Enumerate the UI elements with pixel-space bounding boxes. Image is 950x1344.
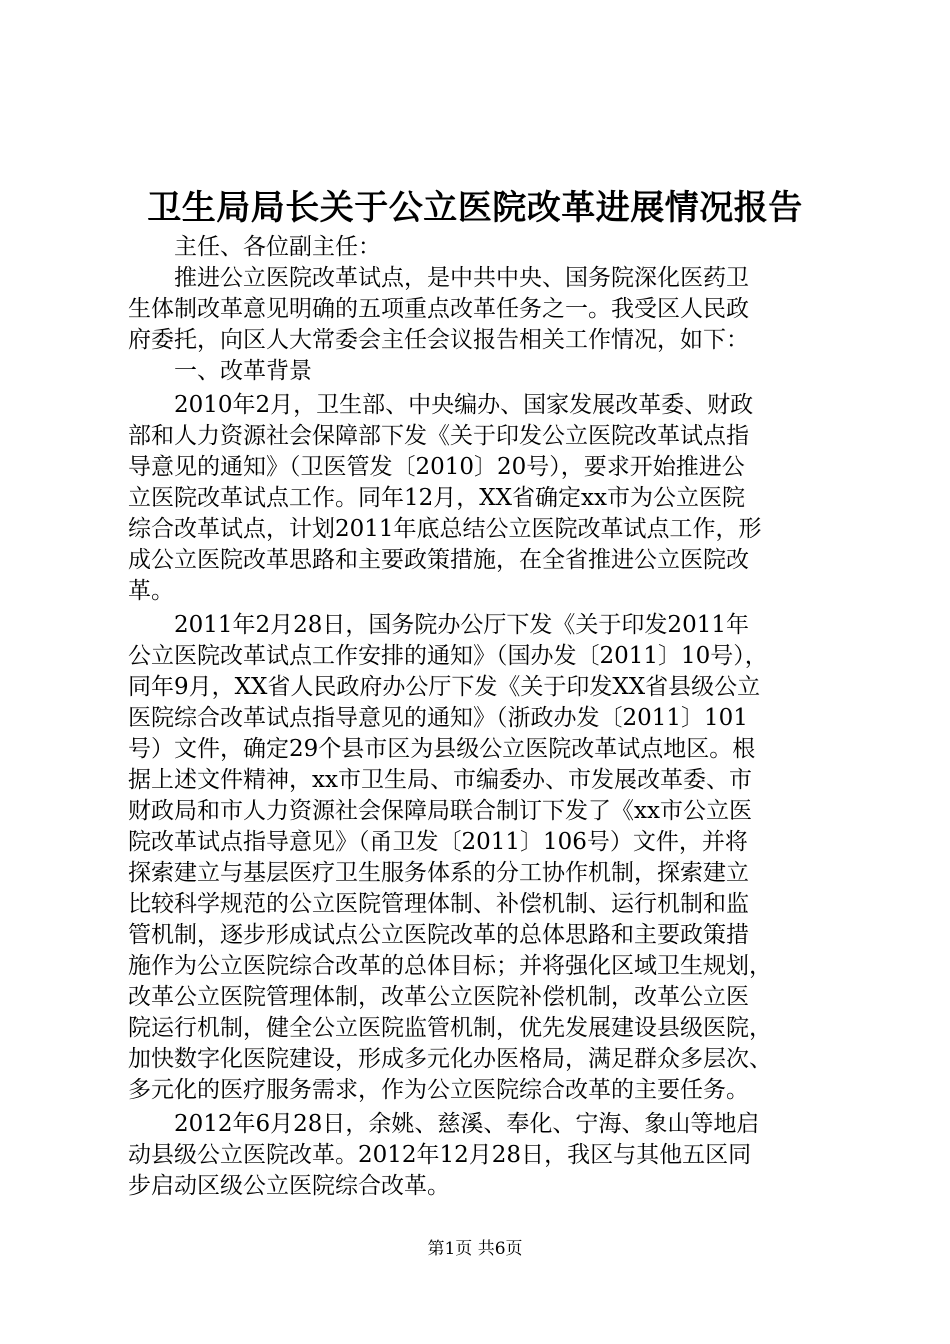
paragraph-line: 管机制，逐步形成试点公立医院改革的总体思路和主要政策措 (128, 922, 749, 948)
paragraph-line: 院运行机制，健全公立医院监管机制，优先发展建设县级医院， (128, 1015, 772, 1041)
paragraph-line: 院改革试点指导意见》（甬卫发〔2011〕106号）文件，并将 (128, 829, 748, 855)
page-footer: 第1页 共6页 (427, 1239, 523, 1259)
paragraph-line: 导意见的通知》（卫医管发〔2010〕20号），要求开始推进公 (128, 454, 745, 480)
paragraph-line: 比较科学规范的公立医院管理体制、补偿机制、运行机制和监 (128, 891, 749, 917)
paragraph-line: 生体制改革意见明确的五项重点改革任务之一。我受区人民政 (128, 296, 749, 322)
paragraph-line: 动县级公立医院改革。2012年12月28日，我区与其他五区同 (128, 1142, 752, 1168)
paragraph-line: 2011年2月28日，国务院办公厅下发《关于印发2011年 (128, 612, 749, 638)
paragraph-line: 医院综合改革试点指导意见的通知》（浙政办发〔2011〕101 (128, 705, 748, 731)
salutation-line: 主任、各位副主任： (128, 234, 381, 260)
paragraph-line: 加快数字化医院建设，形成多元化办医格局，满足群众多层次、 (128, 1046, 772, 1072)
paragraph-line: 部和人力资源社会保障部下发《关于印发公立医院改革试点指 (128, 423, 749, 449)
paragraph-line: 据上述文件精神，xx市卫生局、市编委办、市发展改革委、市 (128, 767, 752, 793)
paragraph-line: 2010年2月，卫生部、中央编办、国家发展改革委、财政 (128, 392, 754, 418)
paragraph-line: 成公立医院改革思路和主要政策措施，在全省推进公立医院改 (128, 547, 749, 573)
paragraph-line: 同年9月，XX省人民政府办公厅下发《关于印发XX省县级公立 (128, 674, 761, 700)
paragraph-line: 步启动区级公立医院综合改革。 (128, 1173, 450, 1199)
paragraph-line: 探索建立与基层医疗卫生服务体系的分工协作机制，探索建立 (128, 860, 749, 886)
paragraph-line: 革。 (128, 578, 174, 604)
paragraph-line: 多元化的医疗服务需求，作为公立医院综合改革的主要任务。 (128, 1077, 749, 1103)
paragraph-line: 改革公立医院管理体制，改革公立医院补偿机制，改革公立医 (128, 984, 749, 1010)
section-heading: 一、改革背景 (128, 358, 312, 384)
paragraph-line: 立医院改革试点工作。同年12月，XX省确定xx市为公立医院 (128, 485, 745, 511)
paragraph-line: 府委托，向区人大常委会主任会议报告相关工作情况，如下： (128, 327, 749, 353)
document-title: 卫生局局长关于公立医院改革进展情况报告 (147, 188, 803, 228)
paragraph-line: 号）文件，确定29个县市区为县级公立医院改革试点地区。根 (128, 736, 756, 762)
paragraph-line: 2012年6月28日，余姚、慈溪、奉化、宁海、象山等地启 (128, 1111, 760, 1137)
paragraph-line: 推进公立医院改革试点，是中共中央、国务院深化医药卫 (128, 265, 749, 291)
paragraph-line: 公立医院改革试点工作安排的通知》（国办发〔2011〕10号）， (128, 643, 768, 669)
paragraph-line: 综合改革试点，计划2011年底总结公立医院改革试点工作，形 (128, 516, 762, 542)
paragraph-line: 施作为公立医院综合改革的总体目标；并将强化区域卫生规划， (128, 953, 772, 979)
document-body (128, 232, 830, 1202)
paragraph-line: 财政局和市人力资源社会保障局联合制订下发了《xx市公立医 (128, 798, 752, 824)
